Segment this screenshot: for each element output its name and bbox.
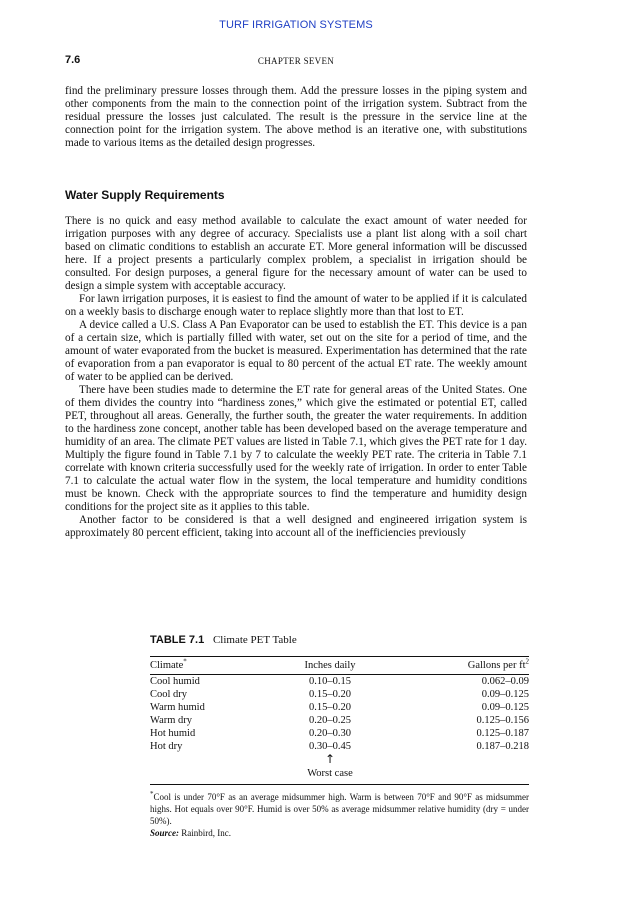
paragraph: Another factor to be considered is that a well designed and engineered irrigation system is approximately 80 percent efficient, taking into account all of the inefficiencies previously <box>65 514 527 539</box>
climate-cell: Warm dry <box>150 715 193 726</box>
climate-cell: Hot humid <box>150 728 196 739</box>
gallons-cell: 0.062–0.09 <box>481 676 529 687</box>
climate-cell: Cool dry <box>150 689 188 700</box>
paragraph: For lawn irrigation purposes, it is easiest to find the amount of water to be applied if it is calculated on a weekly basis to discharge enough water to replace slightly more than that lost to ET. <box>65 293 527 318</box>
gallons-cell: 0.09–0.125 <box>481 702 529 713</box>
inches-cell: 0.20–0.25 <box>309 715 351 726</box>
table-row <box>150 675 529 688</box>
climate-cell: Warm humid <box>150 702 205 713</box>
header-inches: Inches daily <box>304 660 356 671</box>
climate-pet-table <box>150 634 529 839</box>
table-header-row <box>150 657 529 674</box>
running-head: TURF IRRIGATION SYSTEMS <box>219 19 373 31</box>
climate-cell: Cool humid <box>150 676 200 687</box>
paragraph: There have been studies made to determine the ET rate for general areas of the United States. One of them divides the country into “hardiness zones,” which give the estimated or potential ET, called PET, throughout all areas. Generally, the further south, the greater the water requirements. In addition to the hardiness zone concept, another table has been developed based on the average temperature and humidity of an area. The climate PET values are listed in Table 7.1, which gives the PET rate for 1 day. Multiply the figure found in Table 7.1 by 7 to calculate the weekly PET rate. The criteria in Table 7.1 correlate with known criteria successfully used for the weekly rate of irrigation. In order to enter Table 7.1 to calculate the actual water flow in the system, the local temperature and humidity conditions must be known. Check with the appropriate sources to find the temperature and humidity design conditions for the project site as it applies to this table. <box>65 384 527 513</box>
gallons-cell: 0.125–0.156 <box>476 715 529 726</box>
paragraph: A device called a U.S. Class A Pan Evaporator can be used to establish the ET. This device is a pan of a certain size, which is partially filled with water, set out on the site for a period of time, and the amount of water evaporated from the bucket is measured. Experimentation has determined that the rate of evaporation from a pan evaporator is equal to 80 percent of the actual ET rate. The weekly amount of water to be applied can be derived. <box>65 319 527 383</box>
inches-cell: 0.20–0.30 <box>309 728 351 739</box>
arrow-row <box>150 753 529 767</box>
climate-cell: Hot dry <box>150 741 183 752</box>
table-row <box>150 727 529 740</box>
page-number: 7.6 <box>65 54 81 66</box>
table-bottom-rule <box>150 784 529 785</box>
gallons-cell: 0.187–0.218 <box>476 741 529 752</box>
pet-table <box>150 657 529 784</box>
up-arrow-icon: ↑ <box>324 752 336 766</box>
paragraph: find the preliminary pressure losses through them. Add the pressure losses in the piping system and other components from the main to the connection point of the irrigation system. Subtract from the residual pressure the losses just calculated. The result is the pressure in the service line at the connection point for the irrigation system. The above method is an iterative one, with substitutions made to various items as the detailed design progresses. <box>65 85 527 149</box>
section-body <box>65 215 527 540</box>
source-text: Rainbird, Inc. <box>181 828 231 838</box>
paragraph: There is no quick and easy method available to calculate the exact amount of water needed for irrigation purposes with any degree of accuracy. Specialists use a plant list along with a soil chart based on climatic conditions to establish an accurate ET. More general information will be discussed here. If a project presents a particularly complex problem, a specialist in irrigation should be consulted. For design purposes, a general figure for the necessary amount of water can be used to design a simple system with acceptable accuracy. <box>65 215 527 292</box>
table-number: TABLE 7.1 <box>150 634 205 646</box>
table-caption <box>150 634 529 646</box>
inches-cell: 0.10–0.15 <box>309 676 351 687</box>
chapter-title: CHAPTER SEVEN <box>257 56 335 66</box>
table-row <box>150 701 529 714</box>
table-row <box>150 688 529 701</box>
footnote-text: Cool is under 70°F as an average midsummer high. Warm is between 70°F and 90°F as midsummer highs. Hot equals over 90°F. Humid is over 50% as average midsummer relative humidity (dry = under 50%). <box>150 792 529 826</box>
inches-cell: 0.15–0.20 <box>309 689 351 700</box>
footnote-mark: * <box>150 790 154 798</box>
table-row <box>150 740 529 753</box>
table-title: Climate PET Table <box>212 634 297 646</box>
table-row <box>150 714 529 727</box>
intro-paragraph <box>65 85 527 150</box>
inches-cell: 0.30–0.45 <box>309 741 351 752</box>
gallons-cell: 0.09–0.125 <box>481 689 529 700</box>
table-footnote <box>150 791 529 839</box>
gallons-cell: 0.125–0.187 <box>476 728 529 739</box>
worst-case-label: Worst case <box>307 768 353 779</box>
worst-case-row <box>150 767 529 784</box>
section-heading: Water Supply Requirements <box>65 188 225 202</box>
header-gallons: Gallons per $ft^2$ <box>467 657 529 671</box>
header-climate: Climate* <box>150 657 187 671</box>
inches-cell: 0.15–0.20 <box>309 702 351 713</box>
source-label: Source: <box>150 828 179 838</box>
